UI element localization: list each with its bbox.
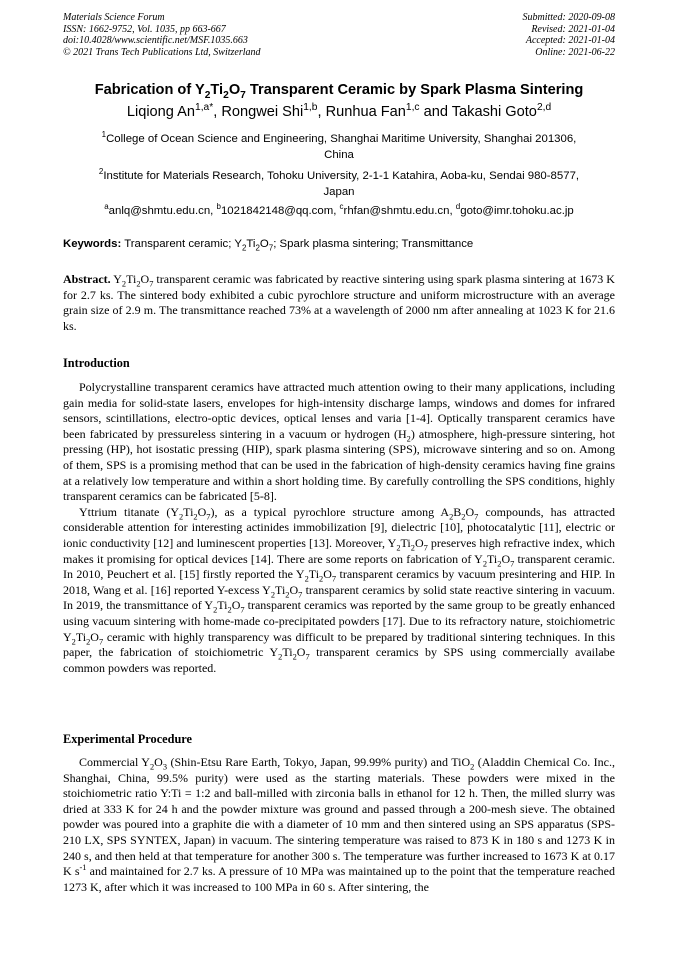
experimental-text	[63, 755, 615, 895]
keywords-label: Keywords:	[63, 238, 122, 250]
affiliation-1: $^1$College of Ocean Science and Engineering, Shanghai Maritime University, Shanghai 201306, China	[101, 130, 577, 161]
section-heading-introduction: Introduction	[63, 356, 130, 370]
journal-info	[63, 12, 261, 58]
paragraph: Commercial $Y_2O_3$ (Shin-Etsu Rare Earth, Tokyo, Japan, 99.99% purity) and TiO$_2$ (Aladdin Chemical Co. Inc., Shanghai, China, 99.5% purity) were used as the starting materials. These powders were mixed in the stoichiometric ratio Y:Ti = 1:2 and ball-milled with zirconia balls in ethanol for 12 h. Then, the milled slurry was dried at 333 K for 24 h and the powder mixture was ground and passed through a 200-mesh sieve. The obtained powder was poured into a graphite die with a diameter of 10 mm and then sintered using an SPS apparatus (SPS-210 LX, SPS SYNTEX, Japan) in vacuum. The sintering temperature was raised to 873 K in 180 s and 1273 K in 240 s, and then held at that temperature for another 300 s. The temperature was further increased to 1673 K at 0.17 K $s^{-1}$ and maintained for 2.7 ks. A pressure of 10 MPa was maintained up to the point that the temperature reached 1273 K, after which it was increased to 100 MPa in 60 s. After sintering, the	[63, 755, 616, 894]
paper-title: Fabrication of $Y_2Ti_2O_7$ Transparent Ceramic by Spark Plasma Sintering	[94, 82, 584, 101]
paragraph: Polycrystalline transparent ceramics have attracted much attention owing to their many applications, including gain media for solid-state lasers, envelopes for high-intensity discharge lamps, windows and domes for infrared sensors, scintillations, electro-optic devices, optical lenses and varia [1-4]. Optically transparent ceramics have been fabricated by pressureless sintering in a vacuum or hydrogen $(H_2)$ atmosphere, high-pressure sintering, hot pressing (HP), hot isostatic pressing (HIP), spark plasma sintering (SPS), microwave sintering and so on. Among of them, SPS is a promising method that can be used in the fabrication of high-density ceramics having fine grains at a relatively low temperature and within a short holding time. By carefully controlling the SPS conditions, highly transparent ceramics can be fabricated [5-8].	[63, 380, 615, 504]
author-name: Rongwei Shi	[221, 104, 304, 120]
introduction-text	[63, 380, 615, 676]
author-name: Runhua Fan	[325, 104, 406, 120]
keywords: Keywords: Transparent ceramic; $Y_2Ti_2O_7$; Spark plasma sintering; Transmittance	[63, 238, 474, 253]
author-name: Liqiong An	[126, 104, 196, 120]
abstract: Abstract. $Y_2Ti_2O_7$ transparent ceramic was fabricated by reactive sintering using spark plasma sintering at 1673 K for 2.7 ks. The sintered body exhibited a cubic pyrochlore structure and uniform microstructure with an average grain size of 2.9 m. The transmittance reached 73% at a wavelength of 2000 nm after annealing at 1023 K for 21.6 ks.	[63, 272, 615, 333]
author-emails: $^a$anlq@shmtu.edu.cn, $^b$1021842148@qq.com, $^c$rhfan@shmtu.edu.cn, $^d$goto@imr.tohoku.ac.jp	[104, 202, 574, 217]
email-link[interactable]: goto@imr.tohoku.ac.jp	[460, 205, 574, 217]
email-link[interactable]: anlq@shmtu.edu.cn	[108, 205, 211, 217]
abstract-label: Abstract.	[63, 272, 111, 286]
journal-name: Materials Science Forum	[63, 12, 165, 23]
journal-doi[interactable]: doi:10.4028/www.scientific.net/MSF.1035.663	[63, 35, 248, 47]
email-link[interactable]: rhfan@shmtu.edu.cn	[343, 205, 450, 217]
journal-issn: ISSN: 1662-9752, Vol. 1035, pp 663-667	[63, 23, 226, 35]
section-heading-experimental: Experimental Procedure	[63, 732, 192, 746]
revised-date: Revised: 2021-01-04	[531, 23, 615, 35]
author-list: Liqiong $An^{1,a*}$, Rongwei Shi$^{1,b}$, Runhua Fan$^{1,c}$ and Takashi Goto$^{2,d}$	[126, 102, 552, 120]
author-name: Takashi Goto	[451, 104, 537, 120]
submitted-date: Submitted: 2020-09-08	[522, 12, 615, 23]
paragraph: Yttrium titanate $(Y_2Ti_2O_7)$, as a typical pyrochlore structure among $A_2B_2O_7$ compounds, has attracted considerable attention for interesting actinides immobilization [9], dielectric [10], photocatalytic [11], electric or ionic conductivity [12] and luminescent properties [13]. Moreover, $Y_2Ti_2O_7$ preserves high refractive index, which makes it promising for optical devices [14]. There are some reports on fabrication of $Y_2Ti_2O_7$ transparent ceramic. In 2010, Peuchert et al. [15] firstly reported the $Y_2Ti_2O_7$ transparent ceramics by vacuum presintering and HIP. In 2018, Wang et al. [16] reported Y-excess $Y_2Ti_2O_7$ transparent ceramics by solid state reactive sintering in vacuum. In 2019, the transmittance of $Y_2Ti_2O_7$ transparent ceramics was reported by the same group to be greatly enhanced using vacuum sintering with home-made co-precipitated powders [17]. Due to its refractory nature, stoichiometric $Y_2Ti_2O_7$ ceramic with highly transparency was difficult to be prepared by traditional sintering techniques. In this paper, the fabrication of stoichiometric $Y_2Ti_2O_7$ transparent ceramics by SPS using commercially availabe common powders was reported.	[63, 504, 616, 675]
email-link[interactable]: 1021842148@qq.com	[220, 205, 334, 217]
online-date: Online: 2021-06-22	[535, 46, 615, 58]
article-dates	[523, 12, 616, 58]
journal-copyright: © 2021 Trans Tech Publications Ltd, Switzerland	[63, 46, 261, 58]
accepted-date: Accepted: 2021-01-04	[525, 35, 615, 47]
affiliation-2: $^2$Institute for Materials Research, Tohoku University, 2-1-1 Katahira, Aoba-ku, Sendai 980-8577, Japan	[98, 167, 580, 198]
